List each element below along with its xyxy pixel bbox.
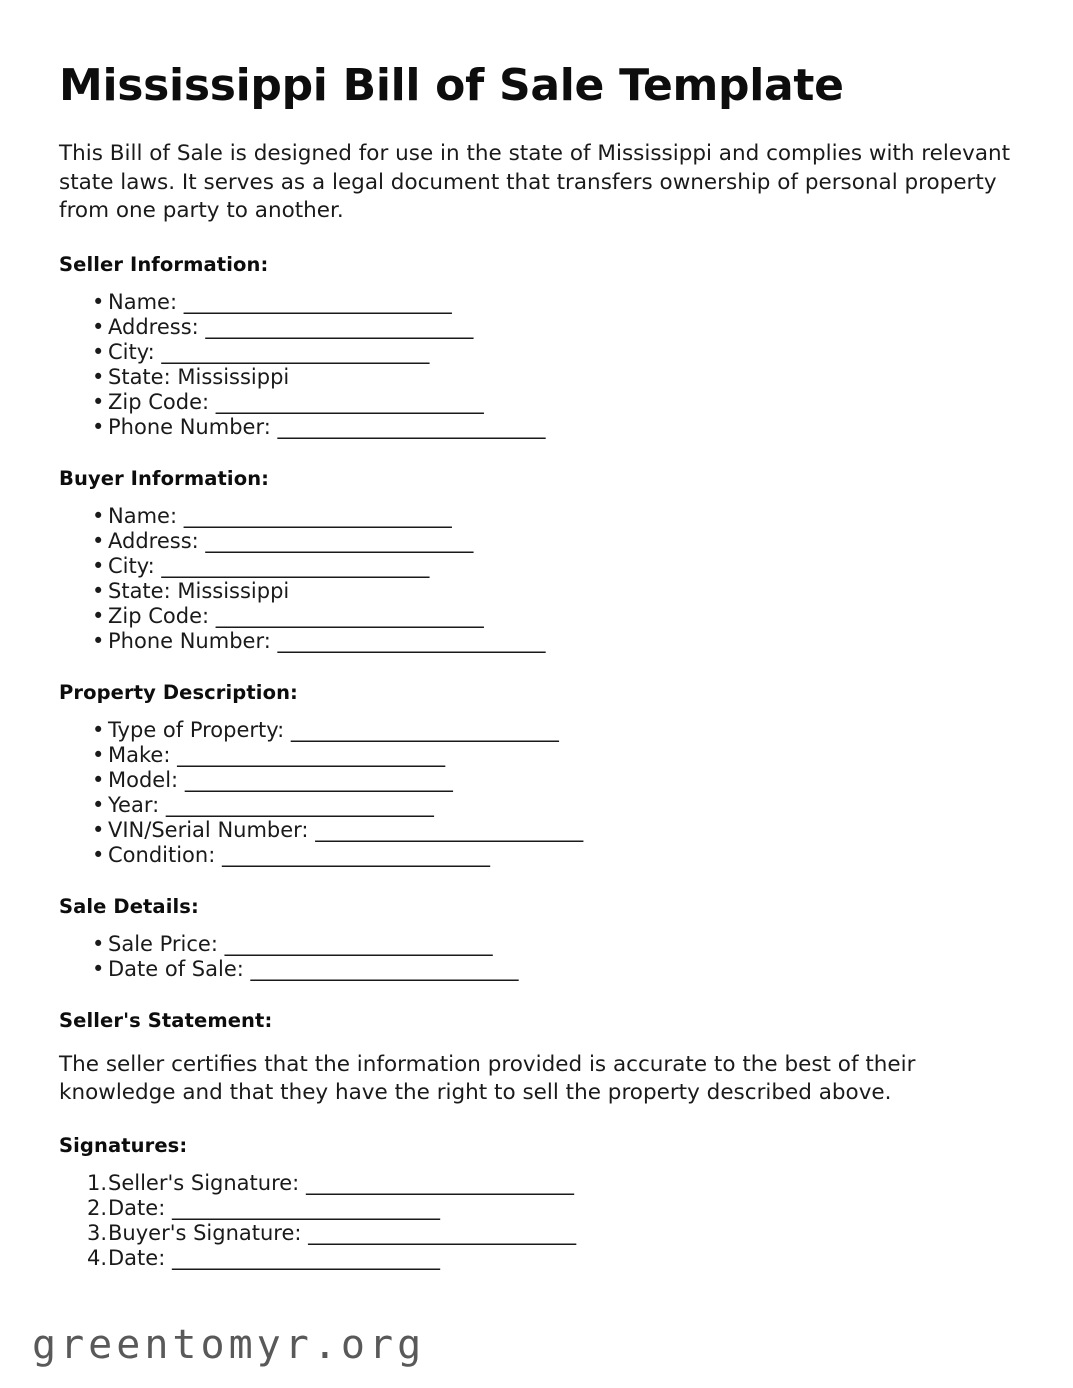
field-value[interactable]: __________________________ — [183, 289, 452, 314]
list-item — [59, 629, 1014, 654]
field-label: Type of Property: — [108, 717, 285, 742]
field-label: Address: — [108, 314, 199, 339]
field-label: Date of Sale: — [108, 956, 244, 981]
field-value[interactable]: __________________________ — [161, 553, 430, 578]
sellers-statement-text: The seller certifies that the information provided is accurate to the best of their knowledge and that they have the right to sell the property described above. — [59, 1051, 916, 1105]
field-label: Name: — [108, 289, 178, 314]
field-label: Model: — [108, 767, 179, 792]
field-label: Name: — [108, 503, 178, 528]
list-item — [59, 579, 1014, 604]
list-item — [59, 818, 1014, 843]
field-value[interactable]: __________________________ — [308, 1221, 576, 1246]
list-item — [59, 793, 1014, 818]
list-item — [59, 1246, 1014, 1271]
sellers-statement-heading: Seller's Statement: — [59, 1008, 273, 1032]
list-item — [59, 554, 1014, 579]
list-item — [59, 290, 1014, 315]
signatures-heading: Signatures: — [59, 1134, 188, 1158]
sale-details-list — [59, 918, 1014, 982]
field-label: Condition: — [108, 842, 216, 867]
field-label: Address: — [108, 528, 199, 553]
list-item — [59, 340, 1014, 365]
list-item — [59, 718, 1014, 743]
field-value[interactable]: __________________________ — [224, 931, 493, 956]
field-value: Mississippi — [177, 578, 290, 603]
list-item — [59, 415, 1014, 440]
list-item — [59, 1221, 1014, 1246]
field-value[interactable]: __________________________ — [221, 842, 490, 867]
field-label: Year: — [108, 792, 160, 817]
field-label: Make: — [108, 742, 171, 767]
field-label: City: — [108, 553, 155, 578]
field-value[interactable]: __________________________ — [277, 414, 546, 439]
field-value[interactable]: __________________________ — [171, 1246, 440, 1271]
field-label: Seller's Signature: — [108, 1171, 300, 1196]
field-value[interactable]: __________________________ — [205, 314, 474, 339]
list-item — [59, 768, 1014, 793]
field-value[interactable]: __________________________ — [171, 1196, 440, 1221]
field-value[interactable]: __________________________ — [165, 792, 434, 817]
field-value[interactable]: __________________________ — [215, 389, 484, 414]
list-item — [59, 604, 1014, 629]
list-item — [59, 932, 1014, 957]
sale-details-heading: Sale Details: — [59, 894, 199, 918]
field-value[interactable]: __________________________ — [183, 503, 452, 528]
field-value[interactable]: __________________________ — [277, 628, 546, 653]
list-item — [59, 743, 1014, 768]
buyer-information-list — [59, 490, 1014, 654]
site-watermark: greentomyr.org — [32, 1322, 426, 1368]
field-value: Mississippi — [177, 364, 290, 389]
buyer-information-heading: Buyer Information: — [59, 466, 270, 490]
field-label: State: — [108, 364, 171, 389]
field-label: Date: — [108, 1196, 166, 1221]
list-item — [59, 843, 1014, 868]
field-value[interactable]: __________________________ — [315, 817, 584, 842]
list-item — [59, 365, 1014, 390]
page-title: Mississippi Bill of Sale Template — [59, 60, 844, 111]
field-label: Phone Number: — [108, 628, 271, 653]
field-label: City: — [108, 339, 155, 364]
list-item — [59, 529, 1014, 554]
list-item — [59, 504, 1014, 529]
field-label: Phone Number: — [108, 414, 271, 439]
list-item — [59, 390, 1014, 415]
field-label: Sale Price: — [108, 931, 218, 956]
field-value[interactable]: __________________________ — [290, 717, 559, 742]
property-description-heading: Property Description: — [59, 680, 298, 704]
property-description-list — [59, 704, 1014, 868]
field-label: State: — [108, 578, 171, 603]
intro-paragraph: This Bill of Sale is designed for use in the state of Mississippi and complies with relevant state laws. It serves as a legal document that transfers ownership of personal property from one party to another. — [59, 141, 1011, 224]
list-item — [59, 1196, 1014, 1221]
list-item — [59, 315, 1014, 340]
field-value[interactable]: __________________________ — [177, 742, 445, 767]
field-value[interactable]: __________________________ — [184, 767, 453, 792]
list-item — [59, 957, 1014, 982]
field-value[interactable]: __________________________ — [161, 339, 430, 364]
field-label: Date: — [108, 1246, 166, 1271]
list-item — [59, 1171, 1014, 1196]
seller-information-list — [59, 276, 1014, 440]
signatures-list — [59, 1157, 1014, 1271]
field-value[interactable]: __________________________ — [215, 603, 484, 628]
field-value[interactable]: __________________________ — [305, 1171, 574, 1196]
field-value[interactable]: __________________________ — [250, 956, 519, 981]
field-label: Zip Code: — [108, 389, 210, 414]
field-value[interactable]: __________________________ — [205, 528, 474, 553]
field-label: VIN/Serial Number: — [108, 817, 309, 842]
field-label: Zip Code: — [108, 603, 210, 628]
field-label: Buyer's Signature: — [108, 1221, 302, 1246]
seller-information-heading: Seller Information: — [59, 252, 269, 276]
